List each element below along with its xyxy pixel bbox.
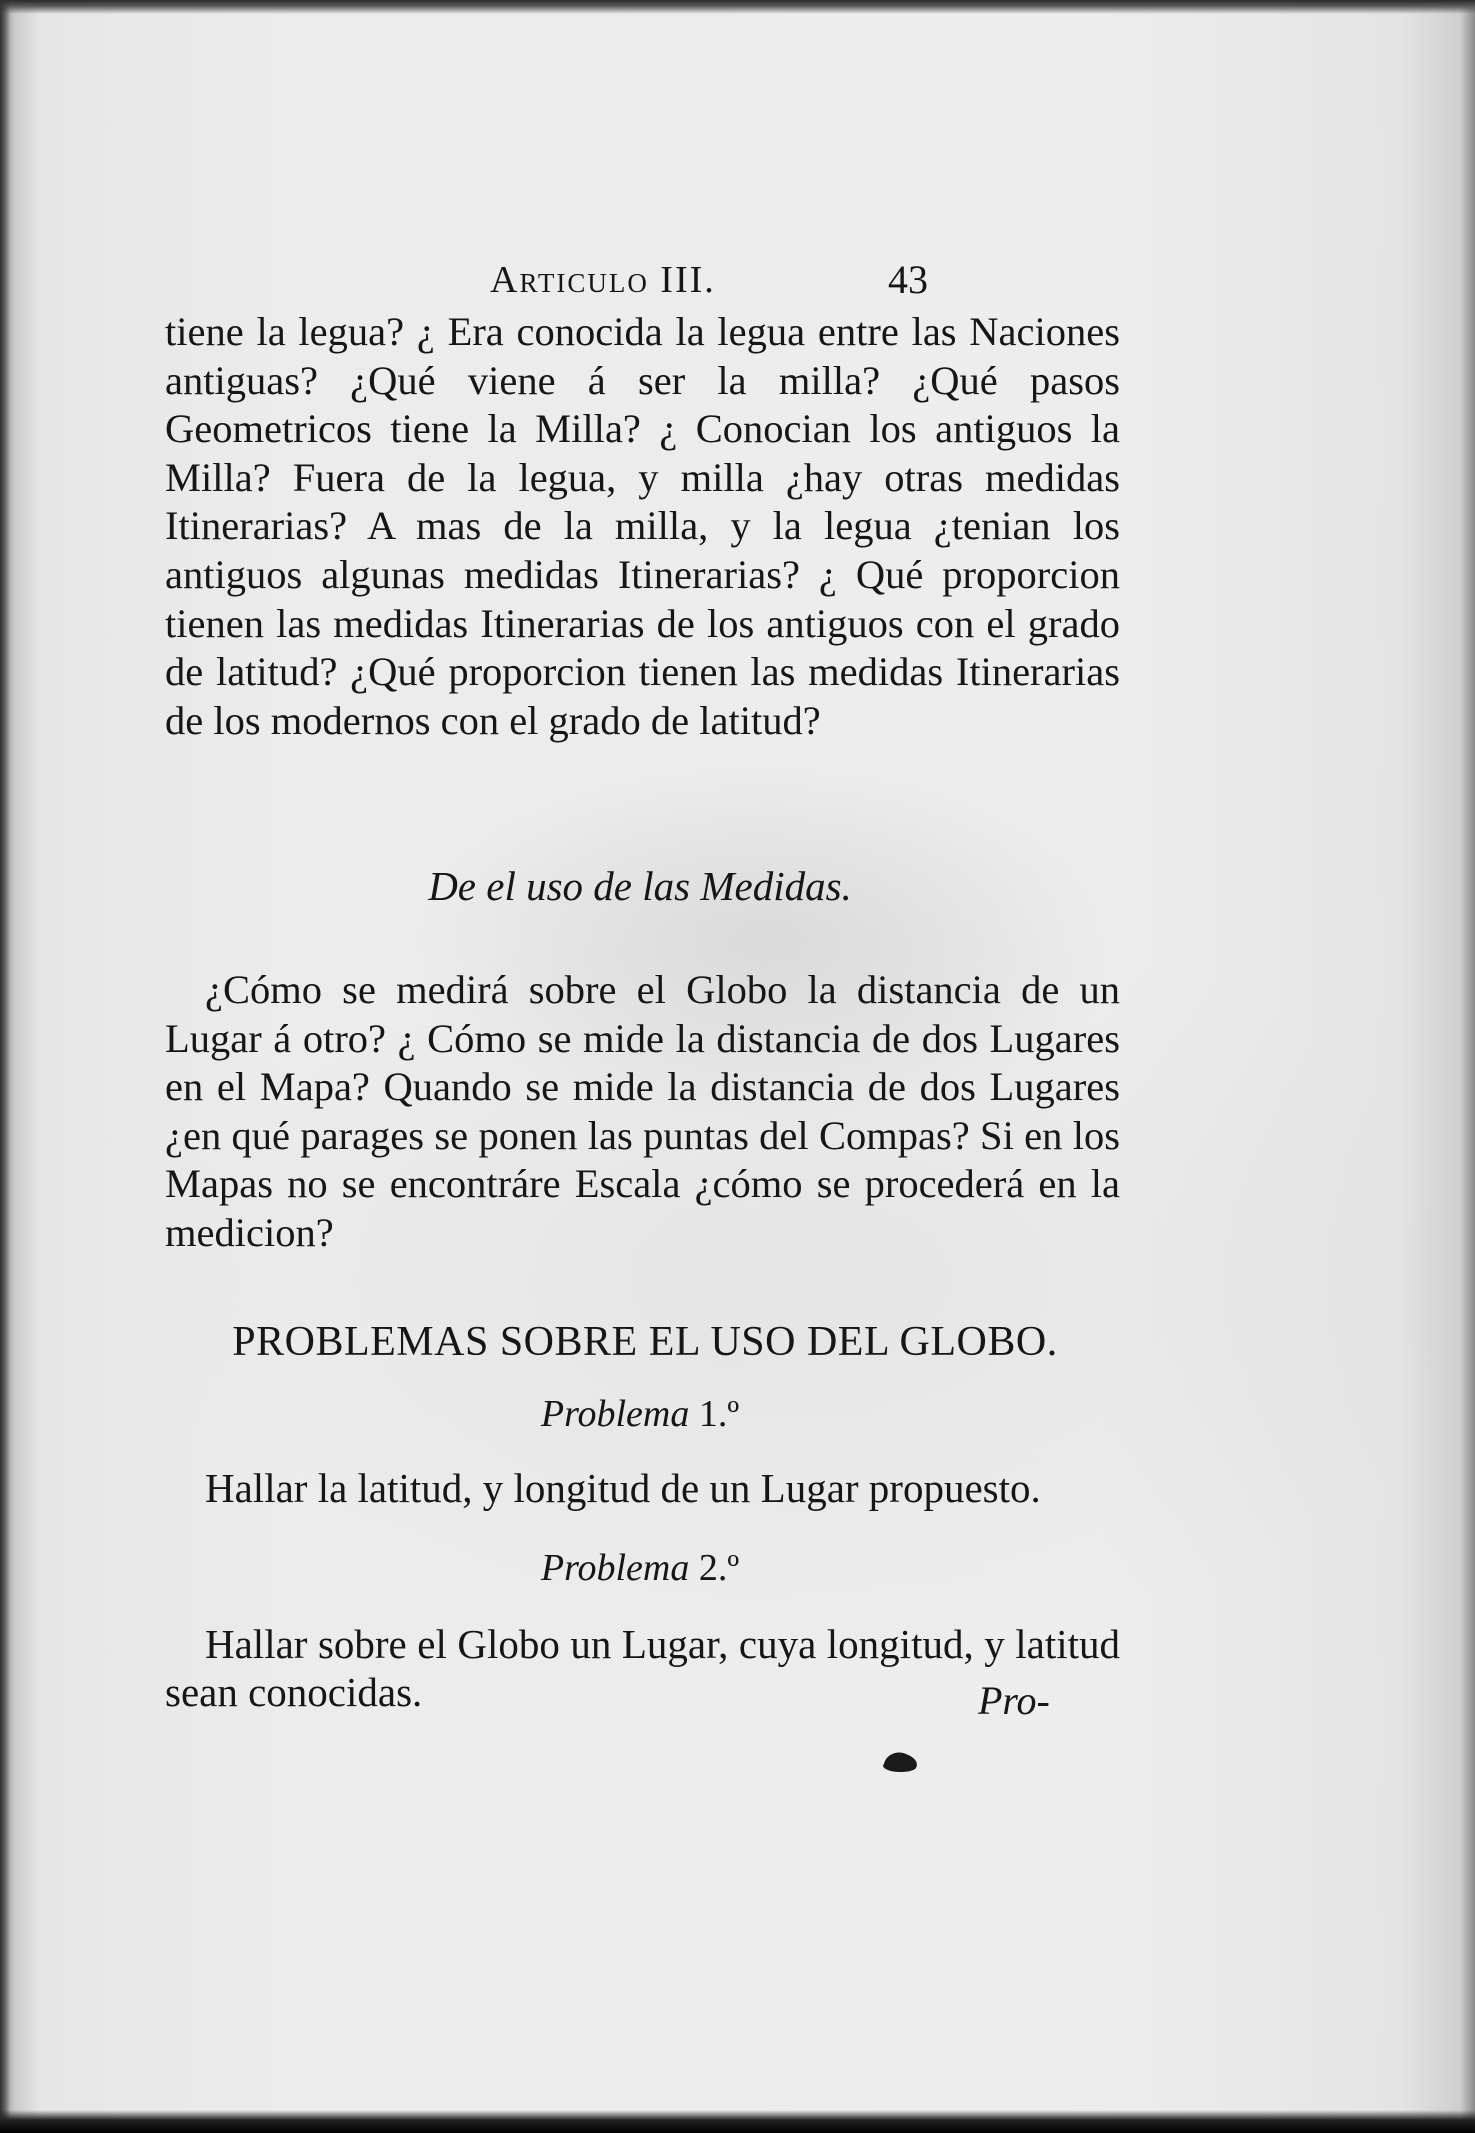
- problem-2-label-word: Problema: [540, 1547, 690, 1589]
- paragraph-questions-leagues: tiene la legua? ¿ Era conocida la legua entre las Naciones antiguas? ¿Qué viene á ser la milla? ¿Qué pasos Geometricos tiene la Milla? ¿ Conocian los antiguos la Milla? Fuera de la legua, y milla ¿hay otras medidas Itinerarias? A mas de la milla, y la legua ¿tenian los antiguos algunas medidas Itinerarias? ¿ Qué proporcion tienen las medidas Itinerarias de los antiguos con el grado de latitud? ¿Qué proporcion tienen las medidas Itinerarias de los modernos con el grado de latitud?: [165, 309, 1120, 743]
- problem-2-number: 2.º: [698, 1547, 740, 1589]
- section-heading: De el uso de las Medidas.: [428, 863, 852, 909]
- problem-1-label-word: Problema: [540, 1393, 690, 1435]
- page-number: 43: [888, 257, 928, 302]
- running-title: Articulo III.: [490, 259, 716, 301]
- problem-2-text: Hallar sobre el Globo un Lugar, cuya longitud, y latitud sean conocidas.: [165, 1621, 1120, 1715]
- page-header: [160, 256, 1120, 306]
- catchword: Pro-: [978, 1678, 1050, 1723]
- page-bottom-edge: [0, 2110, 1475, 2133]
- ink-blot: [880, 1748, 920, 1774]
- problem-1-number: 1.º: [698, 1393, 740, 1435]
- page-top-edge: [0, 0, 1475, 14]
- page-left-edge: [0, 0, 10, 2133]
- part-heading: PROBLEMAS SOBRE EL USO DEL GLOBO.: [232, 1319, 1058, 1365]
- problem-1-text: Hallar la latitud, y longitud de un Lugar propuesto.: [205, 1465, 1041, 1511]
- problem-1-label: [160, 1392, 1120, 1436]
- paragraph-questions-measuring: ¿Cómo se medirá sobre el Globo la distancia de un Lugar á otro? ¿ Cómo se mide la distancia de dos Lugares en el Mapa? Quando se mide la distancia de dos Lugares ¿en qué parages se ponen las puntas del Compas? Si en los Mapas no se encontráre Escala ¿cómo se procederá en la medicion?: [165, 967, 1120, 1255]
- problem-2-label: [160, 1546, 1120, 1590]
